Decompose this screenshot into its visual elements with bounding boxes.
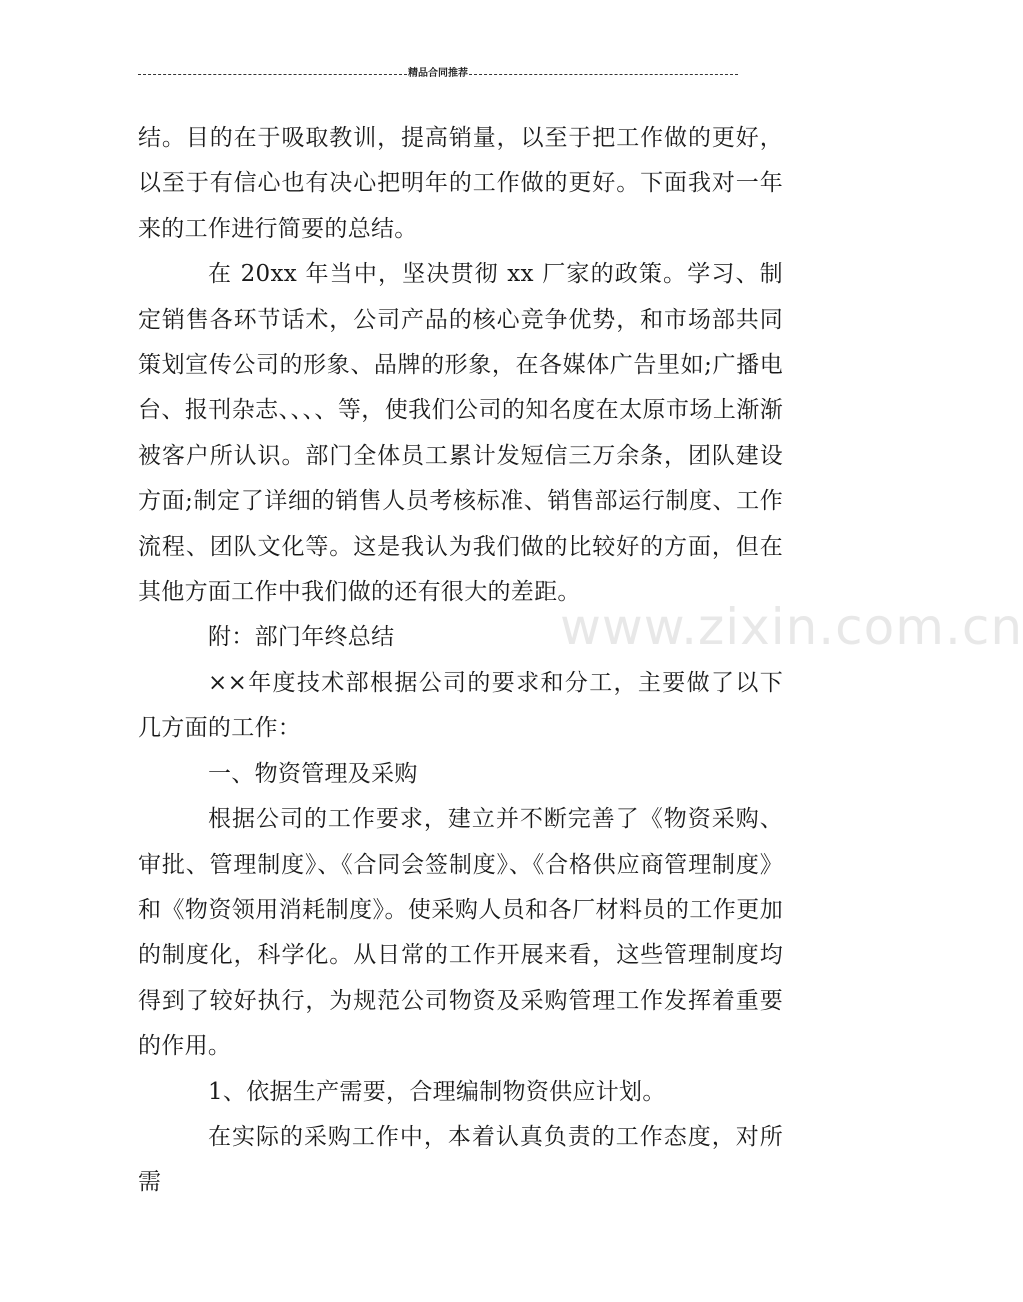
header-title: 精品合同推荐 bbox=[408, 68, 468, 79]
paragraph-summary-intro: 结。目的在于吸取教训，提高销量，以至于把工作做的更好，以至于有信心也有决心把明年的工作做的更好。下面我对一年来的工作进行简要的总结。 bbox=[138, 125, 783, 242]
header-rule-right bbox=[469, 74, 738, 75]
header-rule-left bbox=[138, 74, 407, 75]
document-body bbox=[138, 116, 783, 1206]
paragraph-policy: 在 20xx 年当中，坚决贯彻 xx 厂家的政策。学习、制定销售各环节话术，公司产品的核心竞争优势，和市场部共同策划宣传公司的形象、品牌的形象，在各媒体广告里如;广播电台、报刊杂志、、、、等，使我们公司的知名度在太原市场上渐渐被客户所认识。部门全体员工累计发短信三万余条，团队建设方面;制定了详细的销售人员考核标准、销售部运行制度、工作流程、团队文化等。这是我认为我们做的比较好的方面，但在其他方面工作中我们做的还有很大的差距。 bbox=[138, 261, 783, 606]
subheading-supply-plan: 1、依据生产需要，合理编制物资供应计划。 bbox=[208, 1078, 666, 1105]
page-header bbox=[138, 66, 738, 82]
paragraph-tech-dept-intro: ××年度技术部根据公司的要求和分工，主要做了以下几方面的工作： bbox=[138, 669, 783, 742]
section-heading-appendix: 附：部门年终总结 bbox=[208, 624, 395, 651]
paragraph-procurement: 在实际的采购工作中，本着认真负责的工作态度，对所需 bbox=[138, 1123, 783, 1196]
section-heading-materials: 一、物资管理及采购 bbox=[208, 760, 418, 787]
watermark-text: www.zixin.com.cn bbox=[560, 598, 1023, 656]
paragraph-regulations: 根据公司的工作要求，建立并不断完善了《物资采购、审批、管理制度》、《合同会签制度》、《合格供应商管理制度》和《物资领用消耗制度》。使采购人员和各厂材料员的工作更加的制度化，科学化。从日常的工作开展来看，这些管理制度均得到了较好执行，为规范公司物资及采购管理工作发挥着重要的作用。 bbox=[138, 806, 783, 1060]
